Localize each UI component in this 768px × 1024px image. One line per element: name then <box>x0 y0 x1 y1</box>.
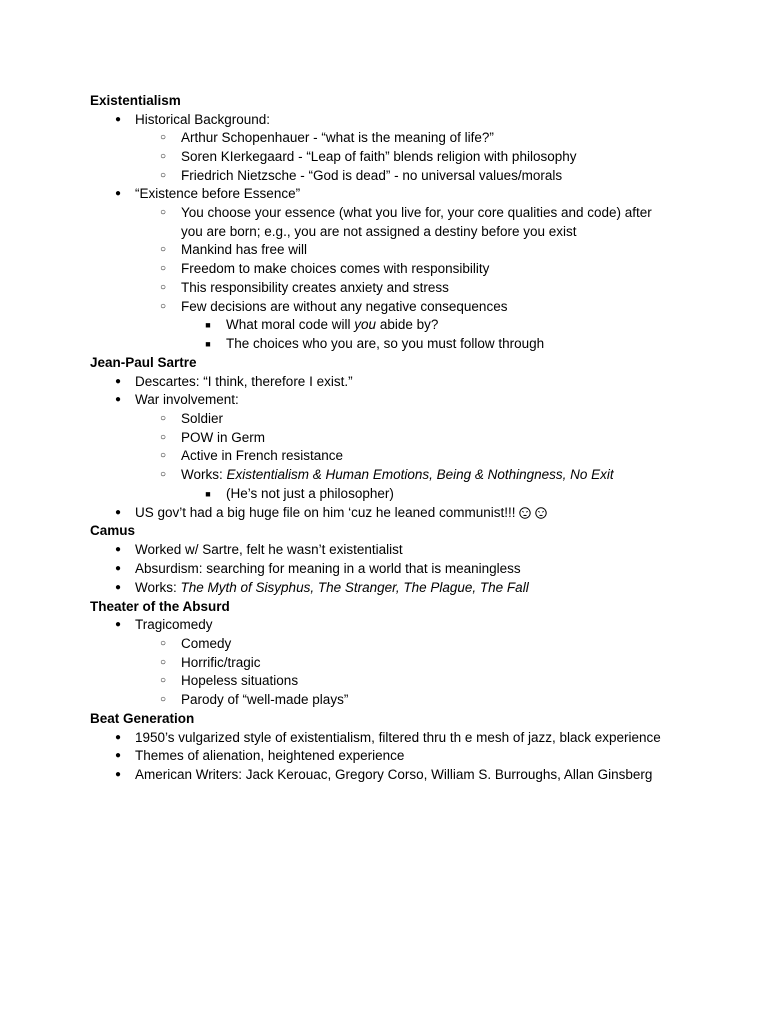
bullet-icon: ● <box>114 507 122 518</box>
circle-bullet-icon: ○ <box>159 132 167 143</box>
circle-bullet-icon: ○ <box>159 170 167 181</box>
circle-bullet-icon: ○ <box>159 450 167 461</box>
bullet-icon: ● <box>114 114 122 125</box>
circle-bullet-icon: ○ <box>159 282 167 293</box>
circle-bullet-icon: ○ <box>159 301 167 312</box>
bullet-icon: ● <box>114 750 122 761</box>
circle-bullet-icon: ○ <box>159 263 167 274</box>
weary-face-icon <box>519 507 531 519</box>
bullet-icon: ● <box>114 582 122 593</box>
circle-bullet-icon: ○ <box>159 694 167 705</box>
document-page: Existentialism ● Historical Background: ○ Arthur Schopenhauer - “what is the meaning of life?” ○ Soren KIerkegaard - “Leap of faith” blends religion with philosophy ○ Friedrich Nietzsche - “God is dead” - no universal values/morals ● “Existence before Essence” ○ You choose your essence (what you live for, your core qualities and code) after you are born; e.g., you are not assigned a destiny before you exist ○ Mankind has free will ○ Freedom to make choices comes with responsibility ○ This responsibility creates anxiety and stress ○ Few decisions are without any negative consequences ■ What moral code will you abide by? ■ The choices who you are, so you must follow through Jean-Paul Sartre ● Descartes: “I think, therefore I exist.” ● War involvement: ○ Soldier ○ POW in Germ ○ Active in French resistance ○ Works: Existentialism & Human Emotions, Being & Nothingness, No Exit ■ (He’s not just a philosopher) ● US gov’t had a big huge file on him ‘cuz he leaned communist!!! Camus ● Worked w/ Sartre, felt he wasn’t existentialist ● Absurdism: searching for meaning in a world that is meaningless ● Works: The Myth of Sisyphus, The Stranger, The Plague, The Fall Theater of the Absurd ● Tragicomedy ○ Comedy ○ Horrific/tragic ○ Hopeless situations ○ Parody of “well-made plays” Beat Generation ● 1950’s vulgarized style of existentialism, filtered thru th e mesh of jazz, black experience ● Themes of alienation, heightened experience ● American Writers: Jack Kerouac, Gregory Corso, William S. Burroughs, Allan Ginsberg <box>90 93 661 782</box>
bullet-icon: ● <box>114 376 122 387</box>
circle-bullet-icon: ○ <box>159 657 167 668</box>
square-bullet-icon: ■ <box>205 320 211 330</box>
circle-bullet-icon: ○ <box>159 638 167 649</box>
circle-bullet-icon: ○ <box>159 469 167 480</box>
bullet-icon: ● <box>114 394 122 405</box>
weary-face-icon <box>535 507 547 519</box>
bullet-icon: ● <box>114 619 122 630</box>
bullet-icon: ● <box>114 544 122 555</box>
circle-bullet-icon: ○ <box>159 151 167 162</box>
square-bullet-icon: ■ <box>205 339 211 349</box>
bullet-icon: ● <box>114 732 122 743</box>
bullet-icon: ● <box>114 769 122 780</box>
bullet-icon: ● <box>114 188 122 199</box>
circle-bullet-icon: ○ <box>159 207 167 218</box>
square-bullet-icon: ■ <box>205 489 211 499</box>
circle-bullet-icon: ○ <box>159 432 167 443</box>
circle-bullet-icon: ○ <box>159 675 167 686</box>
circle-bullet-icon: ○ <box>159 244 167 255</box>
circle-bullet-icon: ○ <box>159 413 167 424</box>
bullet-icon: ● <box>114 563 122 574</box>
